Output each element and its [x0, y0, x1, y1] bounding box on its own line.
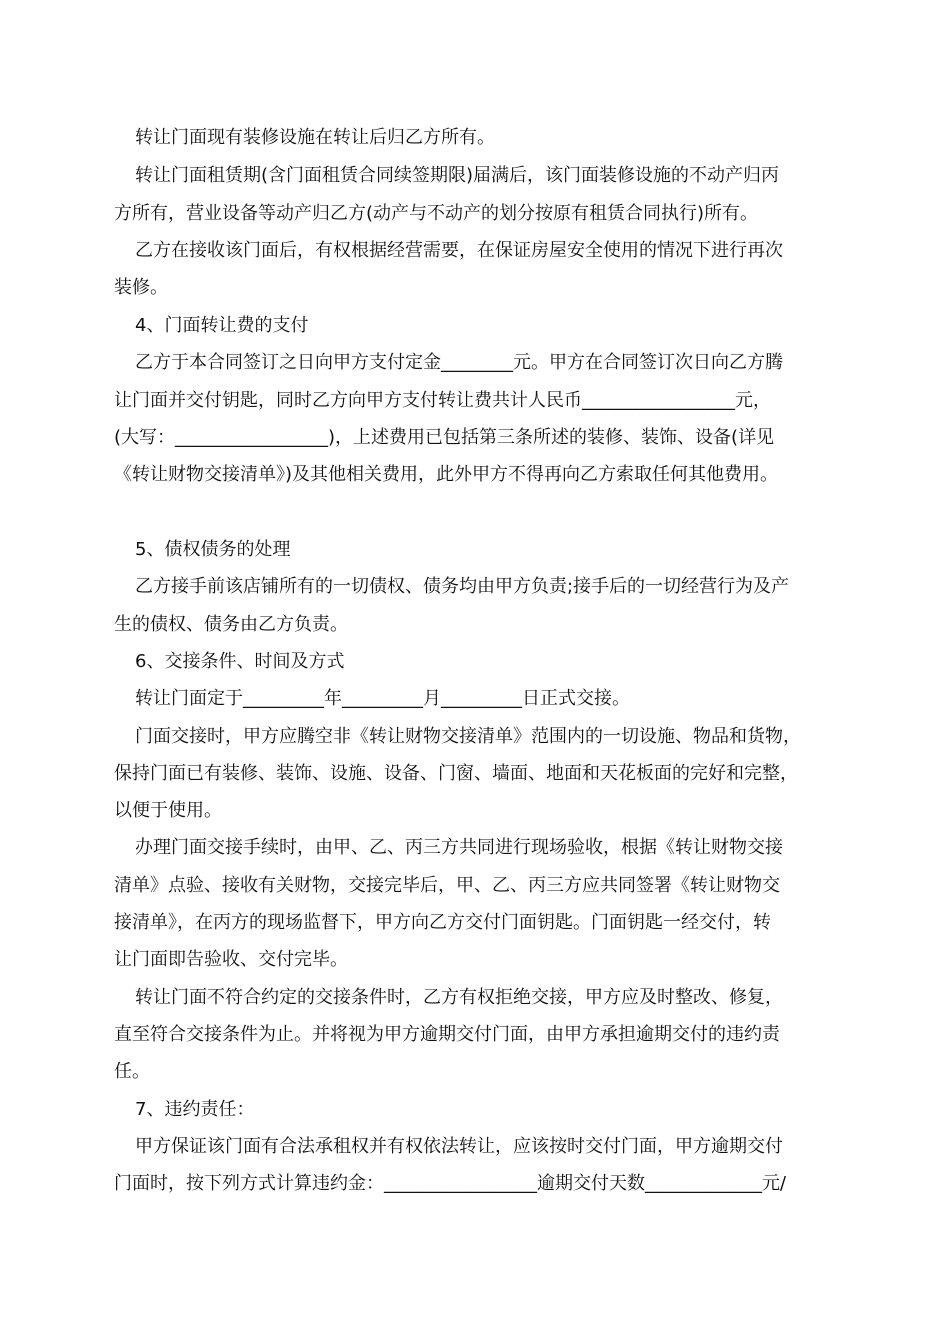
paragraph-line: 甲方保证该门面有合法承租权并有权依法转让，应该按时交付门面，甲方逾期交付: [135, 1136, 783, 1157]
paragraph-line: 清单》点验、接收有关财物，交接完毕后，甲、乙、丙三方应共同签署《转让财物交: [114, 875, 780, 896]
paragraph-line: 《转让财物交接清单》)及其他相关费用，此外甲方不得再向乙方索取任何其他费用。: [114, 464, 779, 485]
paragraph-line: 让门面并交付钥匙，同时乙方向甲方支付转让费共计人民币_________________元，: [114, 390, 771, 411]
paragraph-line: 装修。: [114, 277, 168, 298]
section-heading: 5、债权债务的处理: [135, 539, 291, 560]
paragraph-line: 直至符合交接条件为止。并将视为甲方逾期交付门面，由甲方承担逾期交付的违约责: [114, 1024, 780, 1045]
paragraph-line: 转让门面现有装修设施在转让后归乙方所有。: [135, 127, 495, 148]
paragraph-line: 以便于使用。: [114, 800, 222, 821]
paragraph-line: 乙方于本合同签订之日向甲方支付定金________元。甲方在合同签订次日向乙方腾: [135, 352, 783, 373]
paragraph-line: 转让门面定于_________年_________月_________日正式交接。: [135, 688, 630, 709]
paragraph-line: 生的债权、债务由乙方负责。: [114, 614, 348, 635]
paragraph-line: (大写：_________________)，上述费用已包括第三条所述的装修、装饰、设备(详见: [114, 427, 775, 448]
paragraph-line: 接清单》，在丙方的现场监督下，甲方向乙方交付门面钥匙。门面钥匙一经交付，转: [114, 912, 771, 933]
paragraph-line: 门面交接时，甲方应腾空非《转让财物交接清单》范围内的一切设施、物品和货物，: [135, 726, 801, 747]
paragraph-line: 让门面即告验收、交付完毕。: [114, 949, 348, 970]
paragraph-line: 方所有，营业设备等动产归乙方(动产与不动产的划分按原有租赁合同执行)所有。: [114, 203, 759, 224]
paragraph-line: 乙方在接收该门面后，有权根据经营需要，在保证房屋安全使用的情况下进行再次: [135, 240, 783, 261]
paragraph-line: 保持门面已有装修、装饰、设施、设备、门窗、墙面、地面和天花板面的完好和完整，: [114, 763, 798, 784]
section-heading: 4、门面转让费的支付: [135, 315, 309, 336]
paragraph-line: 转让门面不符合约定的交接条件时，乙方有权拒绝交接，甲方应及时整改、修复，: [135, 987, 783, 1008]
paragraph-line: 转让门面租赁期(含门面租赁合同续签期限)届满后，该门面装修设施的不动产归丙: [135, 165, 780, 186]
section-heading: 7、违约责任：: [135, 1099, 255, 1120]
paragraph-line: 办理门面交接手续时，由甲、乙、丙三方共同进行现场验收，根据《转让财物交接: [135, 837, 783, 858]
paragraph-line: 门面时，按下列方式计算违约金：_________________逾期交付天数_____________元/: [114, 1173, 787, 1194]
paragraph-line: 乙方接手前该店铺所有的一切债权、债务均由甲方负责;接手后的一切经营行为及产: [135, 576, 790, 597]
paragraph-line: 任。: [114, 1061, 150, 1082]
section-heading: 6、交接条件、时间及方式: [135, 651, 345, 672]
